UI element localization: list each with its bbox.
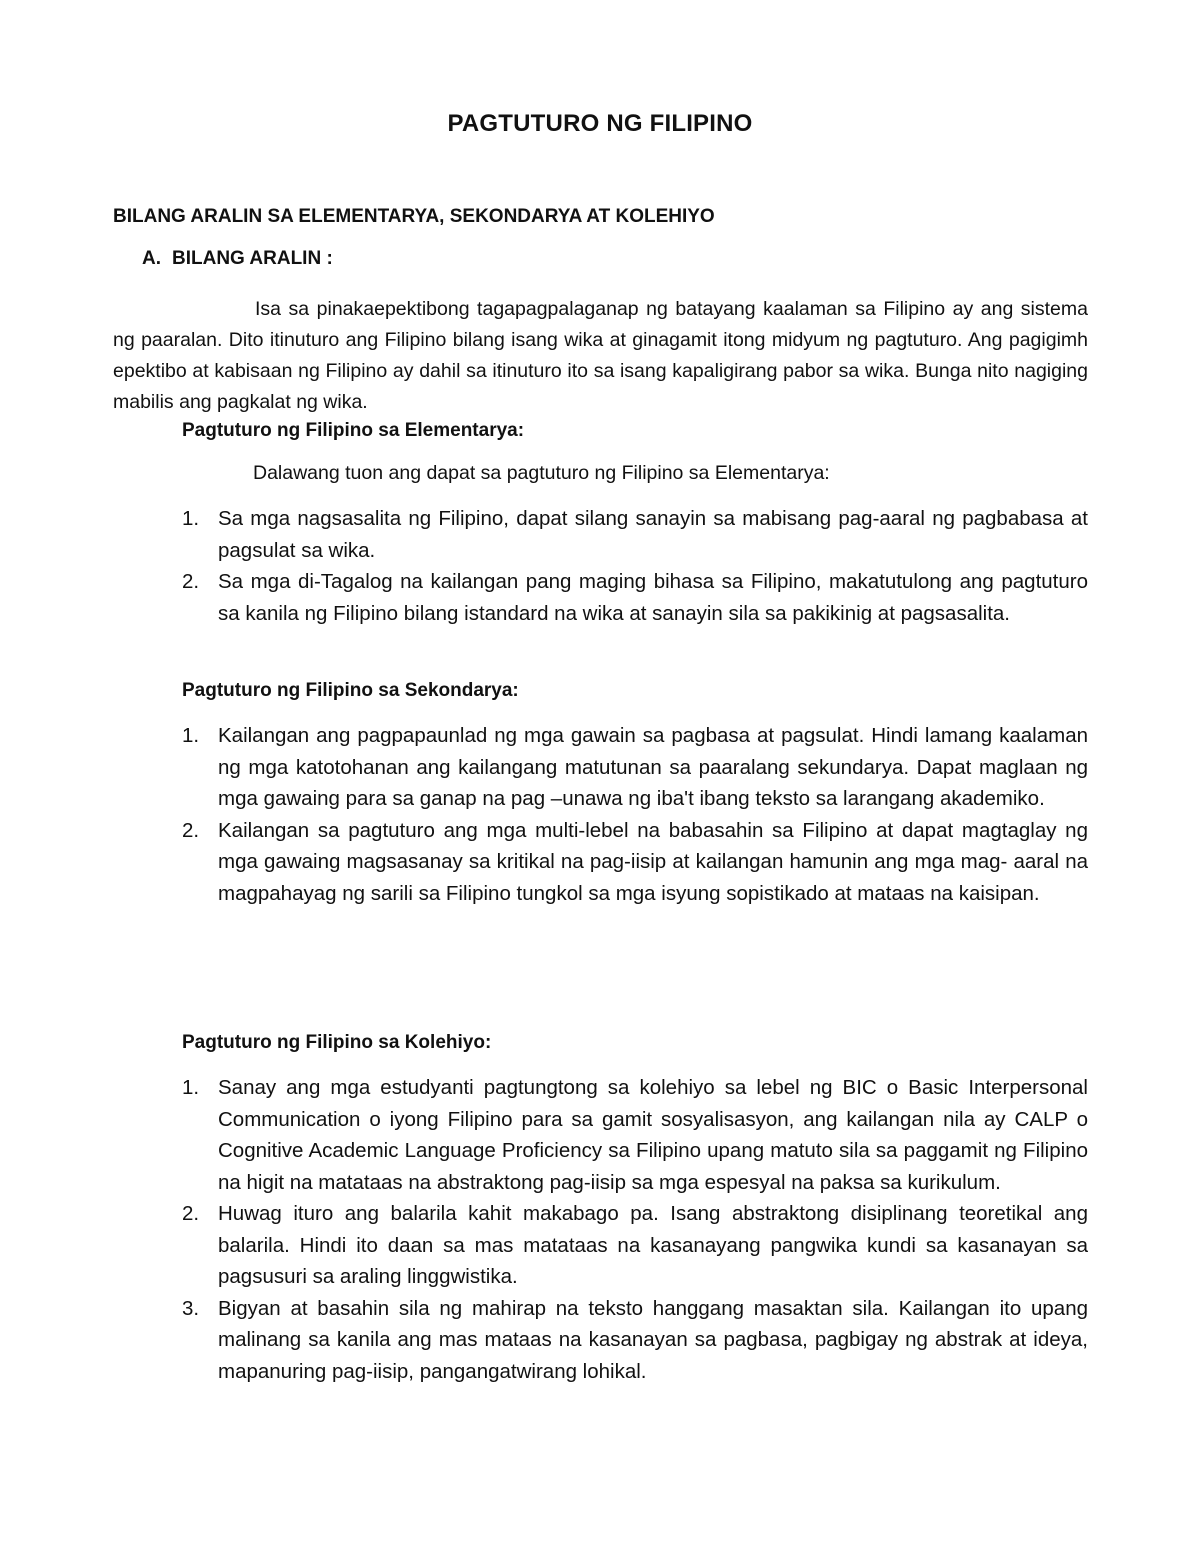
list-text: Sanay ang mga estudyanti pagtungtong sa kolehiyo sa lebel ng BIC o Basic Interpersonal Communication o iyong Filipino para sa gamit sosyalisasyon, ang kailangan nila ay CALP o Cognitive Academic Language Proficiency sa Filipino upang matuto sila sa paggamit ng Filipino na higit na matataas na abstraktong pag-iisip sa mga espesyal na paksa sa kurikulum. (218, 1076, 1088, 1194)
sekondarya-list (182, 720, 1088, 909)
subheading (142, 248, 333, 270)
list-item (182, 1072, 1088, 1198)
page-title: PAGTUTURO NG FILIPINO (447, 110, 753, 137)
list-text: Sa mga di-Tagalog na kailangan pang maging bihasa sa Filipino, makatutulong ang pagtuturo sa kanila ng Filipino bilang istandard na wika at sanayin sila sa pakikinig at pagsasalita. (218, 570, 1088, 625)
subheading-text: BILANG ARALIN : (172, 248, 333, 269)
list-item (182, 1293, 1088, 1388)
list-number: 2. (182, 818, 200, 842)
list-item (182, 503, 1088, 566)
list-item (182, 1198, 1088, 1293)
list-item (182, 720, 1088, 815)
list-number: 2. (182, 1202, 200, 1225)
section-heading: BILANG ARALIN SA ELEMENTARYA, SEKONDARYA AT KOLEHIYO (113, 206, 715, 227)
elementarya-lead: Dalawang tuon ang dapat sa pagtuturo ng Filipino sa Elementarya: (253, 462, 830, 484)
list-text: Huwag ituro ang balarila kahit makabago pa. Isang abstraktong disiplinang teoretikal ang balarila. Hindi ito daan sa mas matataas na kasanayang pangwika kundi sa kasanayan sa pagsusuri sa araling linggwistika. (218, 1202, 1088, 1288)
elementarya-title: Pagtuturo ng Filipino sa Elementarya: (182, 420, 525, 441)
subheading-letter: A. (142, 248, 161, 269)
list-text: Kailangan ang pagpapaunlad ng mga gawain sa pagbasa at pagsulat. Hindi lamang kaalaman ng mga katotohanan ang kailangang matutunan sa paaralang sekundarya. Dapat maglaan ng mga gawaing para sa ganap na pag –unawa ng iba't ibang teksto sa larangang akademiko. (218, 724, 1088, 810)
list-text: Kailangan sa pagtuturo ang mga multi-lebel na babasahin sa Filipino at dapat magtaglay ng mga gawaing magsasanay sa kritikal na pag-iisip at kailangan hamunin ang mga mag- aaral na magpahayag ng sarili sa Filipino tungkol sa mga isyung sopistikado at mataas na kaisipan. (218, 818, 1088, 905)
sekondarya-title: Pagtuturo ng Filipino sa Sekondarya: (182, 680, 519, 701)
list-number: 2. (182, 570, 200, 593)
list-number: 1. (182, 1076, 200, 1099)
list-item (182, 815, 1088, 910)
list-number: 1. (182, 724, 200, 747)
list-text: Bigyan at basahin sila ng mahirap na teksto hanggang masaktan sila. Kailangan ito upang malinang sa kanila ang mas mataas na kasanayan sa pagbasa, pagbigay ng abstrak at ideya, mapanuring pag-iisip, pangangatwirang lohikal. (218, 1296, 1088, 1383)
list-text: Sa mga nagsasalita ng Filipino, dapat silang sanayin sa mabisang pag-aaral ng pagbabasa at pagsulat sa wika. (218, 507, 1088, 562)
list-number: 3. (182, 1296, 200, 1320)
list-item (182, 566, 1088, 629)
elementarya-list (182, 503, 1088, 629)
kolehiyo-title: Pagtuturo ng Filipino sa Kolehiyo: (182, 1032, 492, 1053)
list-number: 1. (182, 507, 200, 530)
intro-paragraph: Isa sa pinakaepektibong tagapagpalaganap ng batayang kaalaman sa Filipino ay ang sistema ng paaralan. Dito itinuturo ang Filipino bilang isang wika at ginagamit itong midyum ng pagtuturo. Ang pagigimh epektibo at kabisaan ng Filipino ay dahil sa itinuturo ito sa isang kapaligirang pabor sa wika. Bunga nito nagiging mabilis ang pagkalat ng wika. (113, 298, 1088, 413)
kolehiyo-list (182, 1072, 1088, 1387)
